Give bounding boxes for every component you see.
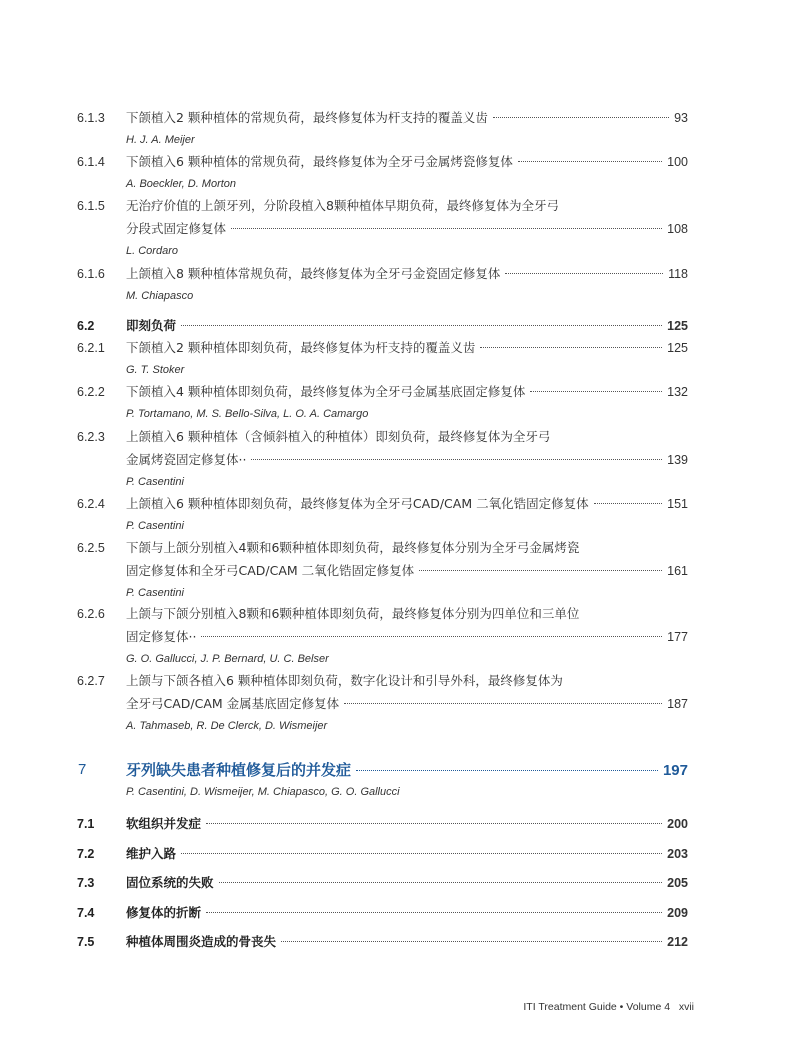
toc-line[interactable] <box>126 196 688 216</box>
section-number: 6.1.5 <box>77 199 105 213</box>
section-number: 6.1.4 <box>77 155 105 169</box>
section-title: 无治疗价值的上颌牙列，分阶段植入8颗种植体早期负荷，最终修复体为全牙弓 <box>126 198 559 213</box>
section-title: 上颌植入6 颗种植体（含倾斜植入的种植体）即刻负荷，最终修复体为全牙弓 <box>126 429 551 444</box>
section-number: 6.2.6 <box>77 607 105 621</box>
page-number: 197 <box>662 762 688 779</box>
section-title: 维护入路 <box>126 846 177 861</box>
footer-book-title: ITI Treatment Guide • Volume 4 <box>523 1001 671 1013</box>
section-title: 下颌与上颌分别植入4颗和6颗种植体即刻负荷，最终修复体分别为全牙弓金属烤瓷 <box>126 540 580 555</box>
page-number: 125 <box>667 319 688 333</box>
toc-line[interactable] <box>126 316 688 336</box>
toc-line[interactable] <box>126 627 688 647</box>
leader-dots <box>419 570 662 571</box>
author-line: P. Casentini, D. Wismeijer, M. Chiapasco, G. O. Gallucci <box>126 786 400 798</box>
footer-page-label: xvii <box>678 1001 694 1013</box>
section-title: 软组织并发症 <box>126 816 202 831</box>
leader-dots <box>201 636 662 637</box>
author-line: P. Casentini <box>126 520 184 532</box>
section-title: 下颌植入6 颗种植体的常规负荷，最终修复体为全牙弓金属烤瓷修复体 <box>126 154 513 169</box>
toc-line[interactable] <box>126 844 688 864</box>
author-line: G. T. Stoker <box>126 364 185 376</box>
section-number: 6.2.1 <box>77 341 105 355</box>
section-number: 6.2.3 <box>77 430 105 444</box>
leader-dots <box>518 161 662 162</box>
section-number: 7.5 <box>77 935 95 949</box>
page-number: 161 <box>667 564 688 578</box>
toc-line[interactable] <box>126 814 688 834</box>
author-line: L. Cordaro <box>126 245 178 257</box>
leader-dots <box>505 273 663 274</box>
section-title: 上颌与下颌分别植入8颗和6颗种植体即刻负荷，最终修复体分别为四单位和三单位 <box>126 606 580 621</box>
section-title: 下颌植入4 颗种植体即刻负荷，最终修复体为全牙弓金属基底固定修复体 <box>126 384 526 399</box>
toc-line[interactable] <box>126 219 688 239</box>
toc-line[interactable] <box>126 382 688 402</box>
page-number: 108 <box>667 222 688 236</box>
leader-dots <box>594 503 663 504</box>
page-number: 177 <box>667 630 688 644</box>
toc-line[interactable] <box>126 338 688 358</box>
page-number: 100 <box>667 155 688 169</box>
toc-line[interactable] <box>126 450 688 470</box>
section-number: 7.1 <box>77 817 95 831</box>
leader-dots <box>231 228 662 229</box>
page-number: 132 <box>667 385 688 399</box>
section-title-continued: 金属烤瓷固定修复体·· <box>126 452 247 467</box>
section-title: 固位系统的失败 <box>126 875 214 890</box>
section-number: 6.2.4 <box>77 497 105 511</box>
toc-line[interactable] <box>126 760 688 781</box>
toc-line[interactable] <box>126 264 688 284</box>
leader-dots <box>181 325 662 326</box>
toc-line[interactable] <box>126 694 688 714</box>
section-number: 6.2.2 <box>77 385 105 399</box>
section-title: 上颌植入8 颗种植体常规负荷，最终修复体为全牙弓金瓷固定修复体 <box>126 266 501 281</box>
toc-line[interactable] <box>126 494 688 514</box>
page-number: 203 <box>667 847 688 861</box>
section-title-continued: 固定修复体·· <box>126 629 197 644</box>
page-number: 125 <box>667 341 688 355</box>
section-title: 上颌与下颌各植入6 颗种植体即刻负荷，数字化设计和引导外科，最终修复体为 <box>126 673 563 688</box>
author-line: P. Casentini <box>126 476 184 488</box>
section-title: 上颌植入6 颗种植体即刻负荷，最终修复体为全牙弓CAD/CAM 二氧化锆固定修复体 <box>126 496 589 511</box>
page-number: 139 <box>667 453 688 467</box>
page-number: 209 <box>667 906 688 920</box>
section-title-continued: 固定修复体和全牙弓CAD/CAM 二氧化锆固定修复体 <box>126 563 415 578</box>
toc-line[interactable] <box>126 932 688 952</box>
page-footer <box>482 1001 694 1013</box>
author-line: P. Tortamano, M. S. Bello-Silva, L. O. A. Camargo <box>126 408 369 420</box>
chapter-number: 7 <box>78 761 87 778</box>
toc-line[interactable] <box>126 903 688 923</box>
page-number: 200 <box>667 817 688 831</box>
author-line: H. J. A. Meijer <box>126 134 195 146</box>
page-number: 118 <box>668 267 688 281</box>
toc-line[interactable] <box>126 538 688 558</box>
leader-dots <box>530 391 662 392</box>
leader-dots <box>480 347 662 348</box>
page-number: 205 <box>667 876 688 890</box>
leader-dots <box>206 823 662 824</box>
toc-line[interactable] <box>126 604 688 624</box>
leader-dots <box>281 941 662 942</box>
section-number: 7.2 <box>77 847 95 861</box>
page-number: 93 <box>674 111 688 125</box>
author-line: P. Casentini <box>126 587 184 599</box>
section-title-continued: 全牙弓CAD/CAM 金属基底固定修复体 <box>126 696 340 711</box>
section-title: 修复体的折断 <box>126 905 202 920</box>
toc-line[interactable] <box>126 873 688 893</box>
section-number: 7.4 <box>77 906 95 920</box>
leader-dots <box>356 770 658 771</box>
author-line: A. Boeckler, D. Morton <box>126 178 237 190</box>
leader-dots <box>251 459 662 460</box>
author-line: M. Chiapasco <box>126 290 194 302</box>
section-number: 6.2.5 <box>77 541 105 555</box>
page-number: 187 <box>667 697 688 711</box>
section-title: 种植体周围炎造成的骨丧失 <box>126 934 277 949</box>
leader-dots <box>181 853 662 854</box>
leader-dots <box>493 117 669 118</box>
leader-dots <box>219 882 663 883</box>
section-number: 6.2 <box>77 319 95 333</box>
page-number: 212 <box>667 935 688 949</box>
section-number: 7.3 <box>77 876 95 890</box>
section-title: 下颌植入2 颗种植体即刻负荷，最终修复体为杆支持的覆盖义齿 <box>126 340 476 355</box>
leader-dots <box>206 912 662 913</box>
author-line: A. Tahmaseb, R. De Clerck, D. Wismeijer <box>126 720 328 732</box>
toc-line[interactable] <box>126 561 688 581</box>
section-number: 6.2.7 <box>77 674 105 688</box>
section-title-continued: 分段式固定修复体 <box>126 221 227 236</box>
section-title: 即刻负荷 <box>126 318 177 333</box>
page-number: 151 <box>667 497 688 511</box>
author-line: G. O. Gallucci, J. P. Bernard, U. C. Belser <box>126 653 329 665</box>
leader-dots <box>344 703 662 704</box>
chapter-title: 牙列缺失患者种植修复后的并发症 <box>126 761 352 779</box>
toc-line[interactable] <box>126 427 688 447</box>
section-number: 6.1.3 <box>77 111 105 125</box>
section-number: 6.1.6 <box>77 267 105 281</box>
section-title: 下颌植入2 颗种植体的常规负荷，最终修复体为杆支持的覆盖义齿 <box>126 110 488 125</box>
toc-line[interactable] <box>126 108 688 128</box>
toc-line[interactable] <box>126 152 688 172</box>
toc-line[interactable] <box>126 671 688 691</box>
